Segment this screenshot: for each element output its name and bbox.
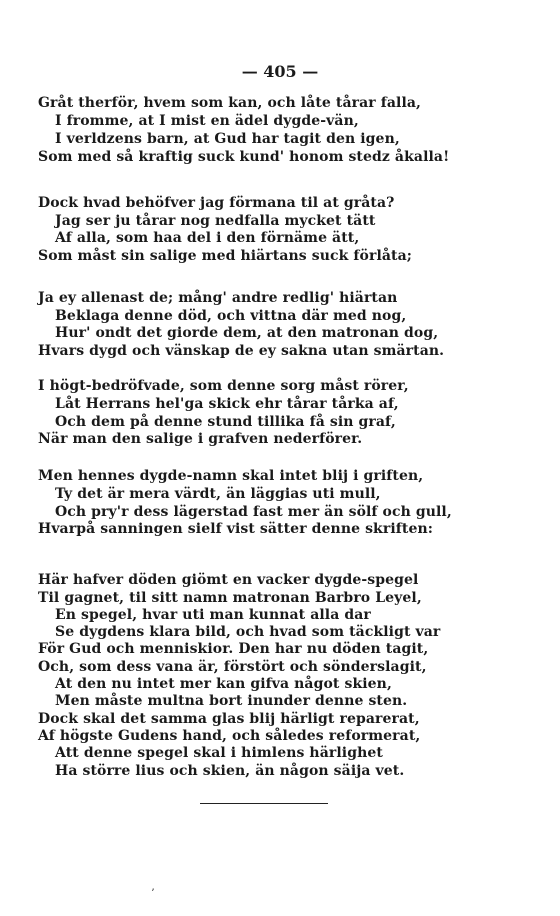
poem-line: Beklaga denne död, och vittna där med nog, [55, 308, 407, 324]
poem-line: Men hennes dygde-namn skal intet blij i griften, [38, 468, 424, 484]
poem-line: Som måst sin salige med hiärtans suck förlåta; [38, 248, 413, 264]
poem-line: I högt-bedröfvade, som denne sorg måst rörer, [38, 378, 409, 394]
poem-line: Och, som dess vana är, förstört och sönderslagit, [38, 659, 427, 675]
poem-line: Ty det är mera värdt, än läggias uti mull, [55, 486, 381, 502]
poem-line: Hvarpå sanningen sielf vist sätter denne skriften: [38, 521, 433, 537]
poem-line: I verldzens barn, at Gud har tagit den igen, [55, 131, 400, 147]
poem-line: Hvars dygd och vänskap de ey sakna utan smärtan. [38, 343, 445, 359]
poem-line: At den nu intet mer kan gifva något skien, [55, 676, 392, 692]
poem-line: Som med så kraftig suck kund' honom stedz åkalla! [38, 149, 450, 165]
poem-line: Låt Herrans hel'ga skick ehr tårar tårka af, [55, 396, 399, 412]
poem-line: Dock hvad behöfver jag förmana til at gråta? [38, 195, 395, 211]
poem-line: Men måste multna bort inunder denne sten. [55, 693, 408, 709]
poem-line: Ha större lius och skien, än någon säija vet. [55, 763, 405, 779]
poem-line: Och dem på denne stund tillika få sin graf, [55, 414, 396, 430]
closing-rule [200, 803, 328, 804]
poem-line: Hur' ondt det giorde dem, at den matronan dog, [55, 325, 439, 341]
poem-line: Til gagnet, til sitt namn matronan Barbro Leyel, [38, 590, 422, 606]
stray-mark: ʼ [151, 888, 155, 899]
poem-line: En spegel, hvar uti man kunnat alla dar [55, 607, 371, 623]
poem-line: Dock skal det samma glas blij härligt reparerat, [38, 711, 420, 727]
poem-line: Gråt therför, hvem som kan, och låte tårar falla, [38, 95, 422, 111]
poem-line: Jag ser ju tårar nog nedfalla mycket tätt [55, 213, 376, 229]
poem-line: Af högste Gudens hand, och således reformerat, [38, 728, 421, 744]
poem-line: Ja ey allenast de; mång' andre redlig' hiärtan [38, 290, 398, 306]
poem-line: Och pry'r dess lägerstad fast mer än sölf och gull, [55, 504, 452, 520]
poem-line: När man den salige i grafven nederförer. [38, 431, 363, 447]
poem-line: Här hafver döden giömt en vacker dygde-spegel [38, 572, 419, 588]
page-number: — 405 — [241, 62, 319, 81]
poem-line: Se dygdens klara bild, och hvad som täckligt var [55, 624, 441, 640]
poem-line: Att denne spegel skal i himlens härlighet [55, 745, 383, 761]
poem-line: Af alla, som haa del i den förnäme ätt, [55, 230, 360, 246]
poem-line: I fromme, at I mist en ädel dygde-vän, [55, 113, 359, 129]
poem-line: För Gud och menniskior. Den har nu döden tagit, [38, 641, 429, 657]
